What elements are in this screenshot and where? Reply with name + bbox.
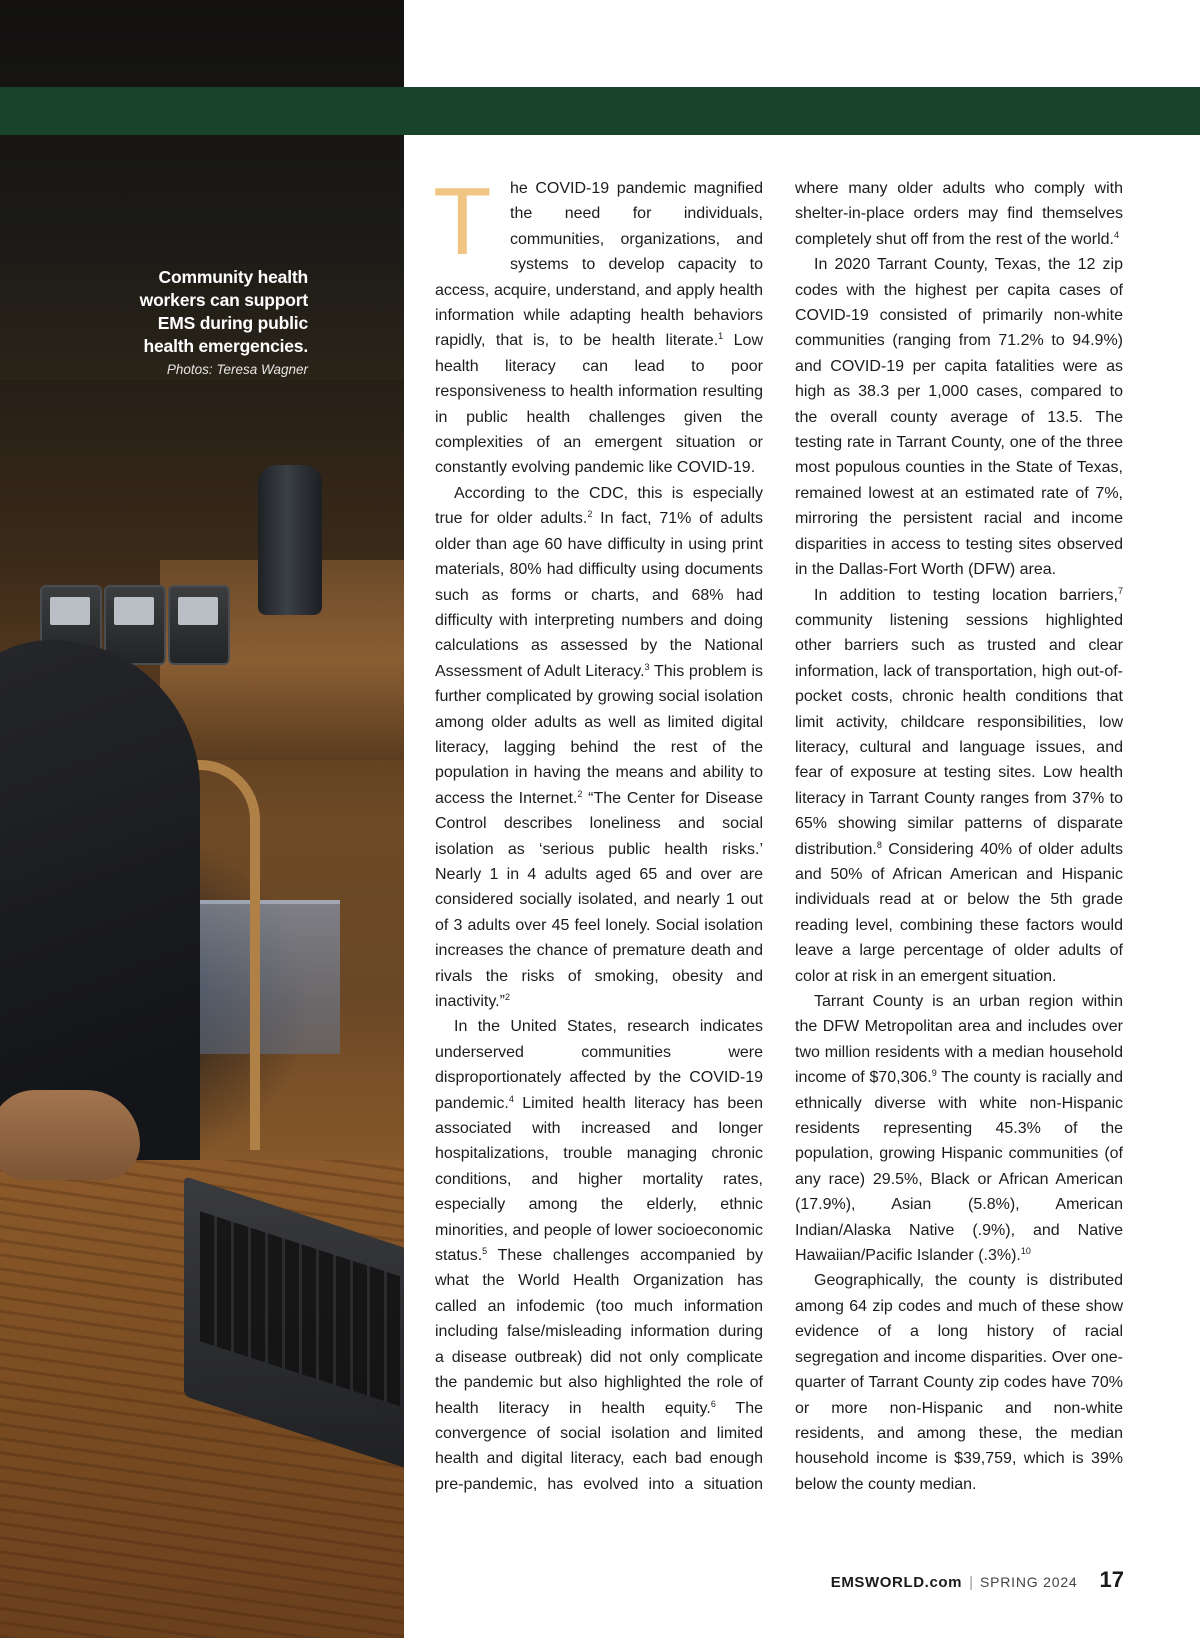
article-photo [0,0,404,1638]
article-paragraph [795,1268,1123,1497]
article-body [433,168,1124,1522]
article-paragraph [795,583,1123,990]
paragraph-text: he COVID-19 pandemic magnified the need for individuals, communities, organizations, and systems to develop capacity to access, acquire, understand, and apply health information while adapting health behaviors rapidly, that is, to be health literate. [435,180,763,350]
paragraph-text: In addition to testing location barriers, [814,586,1118,604]
reference-superscript: 6 [710,1398,716,1409]
reference-superscript: 2 [504,992,510,1002]
reference-superscript: 2 [577,788,583,799]
paragraph-text: The convergence of social isolation and limited health and digital literacy, each bad enough pre-pandemic, has evolved into a situation where many older adults who comply with shelter-in-place orders may find themselves completely shut off from the rest of the world. [435,180,1123,1493]
drop-cap: T [433,168,492,275]
paragraph-text: Tarrant County is an urban region within the DFW Metropolitan area and includes over two million residents with a median household income of $70,306. [795,993,1123,1087]
reference-superscript: 9 [931,1068,937,1079]
photo-credit: Photos: Teresa Wagner [166,362,308,377]
reference-superscript: 3 [644,661,650,672]
footer-site: EMSWORLD.com [830,1574,963,1591]
footer-issue: SPRING 2024 [980,1574,1078,1590]
reference-superscript: 10 [1020,1246,1031,1257]
paragraph-text: In fact, 71% of adults older than age 60 have difficulty in using print materials, 80% had difficulty using documents such as forms or charts, and 68% had difficulty with interpreting numbers and doing calculations as assessed by the National Assessment of Adult Literacy. [435,510,763,680]
reference-superscript: 4 [1113,229,1119,240]
page-footer [831,1567,1124,1593]
photo-hand [0,1090,140,1180]
article-paragraph [433,168,764,481]
reference-superscript: 2 [587,509,593,520]
paragraph-text: community listening sessions highlighted other barriers such as trusted and clear information, lack of transportation, high out-of-pocket costs, chronic health conditions that limit activity, childcare responsibilities, low literacy, cultural and language issues, and fear of exposure at testing sites. Low health literacy in Tarrant County ranges from 37% to 65% showing similar patterns of disparate distribution. [795,611,1123,858]
paragraph-text: This problem is further complicated by growing social isolation among older adults as well as limited digital literacy, lagging behind the rest of the population in having the means and ability to access the Internet. [435,662,763,807]
paragraph-text: Limited health literacy has been associated with increased and longer hospitalizations, trouble managing chronic conditions, and higher mortality rates, especially among the elderly, ethnic minorities, and people of lower socioeconomic status. [435,1094,763,1265]
article-paragraph [795,989,1123,1268]
footer-separator: | [969,1574,973,1591]
reference-superscript: 1 [718,331,724,342]
reference-superscript: 7 [1117,585,1123,596]
reference-superscript: 8 [876,839,882,850]
paragraph-text: Low health literacy can lead to poor responsiveness to health information resulting in public health challenges given the complexities of an emergent situation or constantly evolving pandemic like COVID-19. [435,332,764,477]
paragraph-text: The county is racially and ethnically diverse with white non-Hispanic residents representing 45.3% of the population, growing Hispanic communities (of any race) 29.5%, Black or African American (17.9%), Asian (5.8%), American Indian/Alaska Native (.9%), and Native Hawaiian/Pacific Islander (.3%). [795,1069,1124,1265]
page-number: 17 [1099,1567,1124,1592]
paragraph-text: “The Center for Disease Control describes loneliness and social isolation as ‘serious public health risks.’ Nearly 1 in 4 adults aged 65 and over are considered socially isolated, and nearly 1 out of 3 adults over 45 feel lonely. Social isolation increases the chance of premature death and rivals the risks of smoking, obesity and inactivity.” [435,789,763,1010]
paragraph-text: In the United States, research indicates underserved communities were disproportionately affected by the COVID-19 pandemic. [435,1018,763,1112]
photo-device [168,585,230,665]
photo-caption [88,266,308,377]
reference-superscript: 5 [482,1246,488,1257]
header-band [0,87,1200,135]
paragraph-text: Considering 40% of older adults and 50% of African American and Hispanic individuals read at or below the 5th grade reading level, combining these factors would leave a large percentage of older adults of color at risk in an emergent situation. [795,840,1123,985]
paragraph-text: These challenges accompanied by what the World Health Organization has called an infodemic (too much information including false/misleading information during a disease outbreak) did not only complicate the pandemic but also highlighted the role of health literacy in health equity. [435,1247,763,1417]
photo-bottle [258,465,322,615]
reference-superscript: 4 [508,1093,514,1104]
paragraph-text: In 2020 Tarrant County, Texas, the 12 zip codes with the highest per capita cases of COVID-19 consisted of primarily non-white communities (ranging from 71.2% to 94.9%) and COVID-19 per capita fatalities were as high as 38.3 per 1,000 cases, compared to the overall county average of 13.5. The testing rate in Tarrant County, one of the three most populous counties in the State of Texas, remained lowest at an estimated rate of 7%, mirroring the persistent racial and income disparities in access to testing sites observed in the Dallas-Fort Worth (DFW) area. [795,256,1123,579]
paragraph-text: Geographically, the county is distributed among 64 zip codes and much of these show evidence of a long history of racial segregation and income disparities. Over one-quarter of Tarrant County zip codes have 70% or more non-Hispanic and non-white residents, and among these, the median household income is $39,759, which is 39% below the county median. [795,1272,1123,1493]
paragraph-text: According to the CDC, this is especially true for older adults. [435,484,763,528]
caption-text: Community health workers can support EMS during public health emergencies. [139,267,308,356]
article-paragraph [795,252,1123,582]
article-paragraph [435,481,763,1015]
